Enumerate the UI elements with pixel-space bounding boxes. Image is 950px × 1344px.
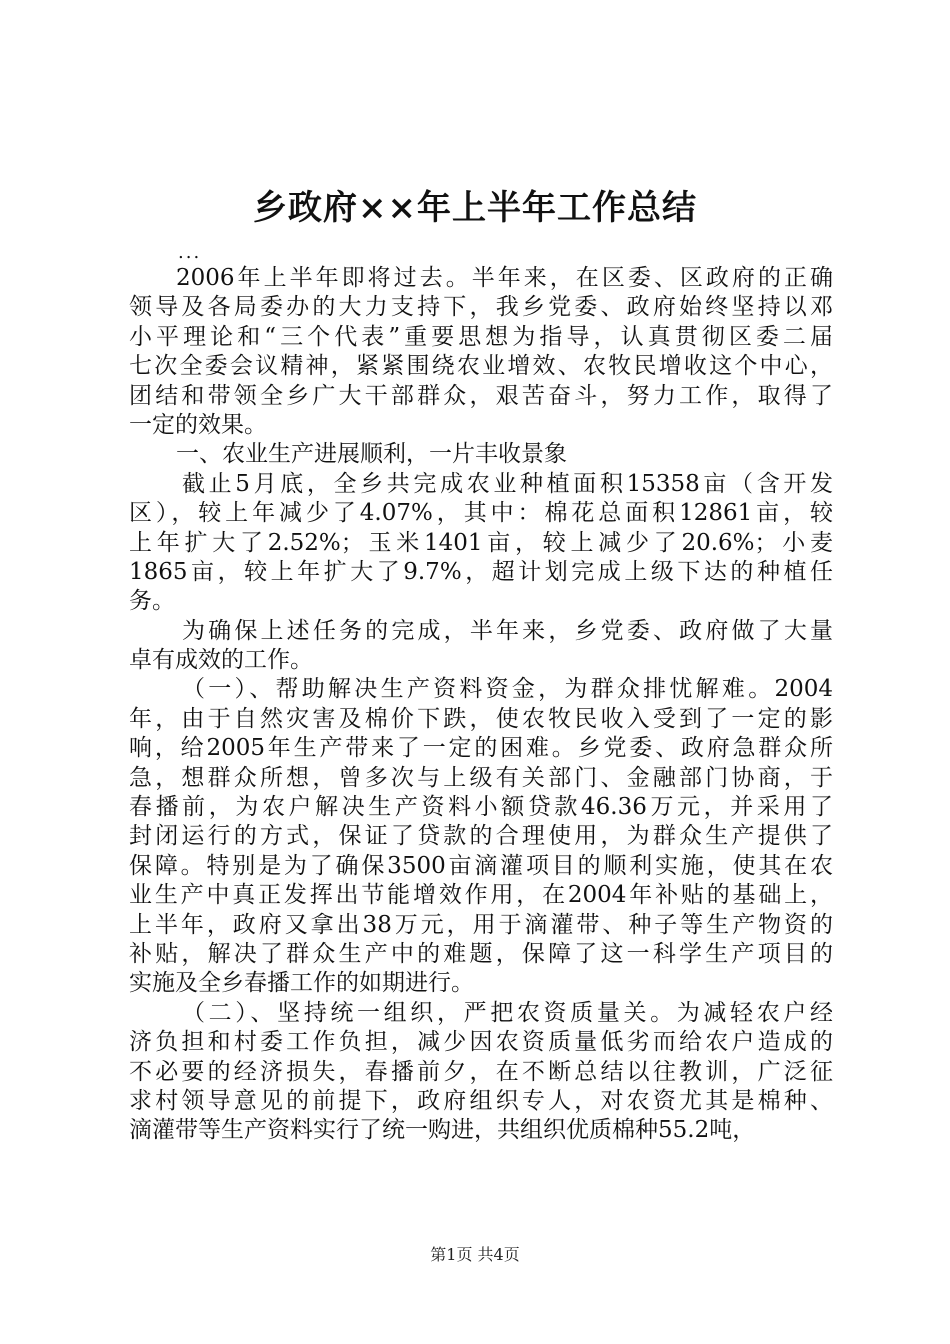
page-footer: 第1页 共4页 <box>430 1245 520 1264</box>
paragraph-line: 滴灌带等生产资料实行了统一购进，共组织优质棉种55.2吨， <box>129 1117 756 1144</box>
ellipsis-mark: ... <box>178 242 202 263</box>
paragraph-line: 响，给2005年生产带来了一定的困难。乡党委、政府急群众所 <box>129 735 833 762</box>
paragraph <box>129 470 833 617</box>
paragraph-line: 务。 <box>129 588 175 615</box>
paragraph-line: 不必要的经济损失，春播前夕，在不断总结以往教训，广泛征 <box>129 1058 833 1085</box>
paragraph-line: （一）、帮助解决生产资料资金，为群众排忧解难。2004 <box>182 676 833 703</box>
paragraph <box>129 617 833 676</box>
paragraph-line: 上半年，政府又拿出38万元，用于滴灌带、种子等生产物资的 <box>129 911 833 938</box>
paragraph-line: 实施及全乡春播工作的如期进行。 <box>129 970 474 997</box>
paragraph-line: 春播前，为农户解决生产资料小额贷款46.36万元，并采用了 <box>129 794 833 821</box>
paragraph-line: 一、农业生产进展顺利，一片丰收景象 <box>176 441 567 468</box>
paragraph-line: 上年扩大了2.52%；玉米1401亩，较上减少了20.6%；小麦 <box>129 529 833 556</box>
document-title: 乡政府××年上半年工作总结 <box>253 188 697 228</box>
paragraph <box>129 999 833 1146</box>
paragraph <box>129 264 833 440</box>
paragraph-line: 求村领导意见的前提下，政府组织专人，对农资尤其是棉种、 <box>129 1087 833 1114</box>
paragraph-line: 2006年上半年即将过去。半年来，在区委、区政府的正确 <box>176 265 833 291</box>
paragraph-line: 保障。特别是为了确保3500亩滴灌项目的顺利实施，使其在农 <box>129 852 833 879</box>
paragraph-line: 济负担和村委工作负担，减少因农资质量低劣而给农户造成的 <box>129 1029 833 1056</box>
paragraph-line: 领导及各局委办的大力支持下，我乡党委、政府始终坚持以邓 <box>129 294 833 321</box>
paragraph-line: 为确保上述任务的完成，半年来，乡党委、政府做了大量 <box>182 617 833 644</box>
paragraph-line: 截止5月底，全乡共完成农业种植面积15358亩（含开发 <box>182 470 833 497</box>
paragraph-line: 急，想群众所想，曾多次与上级有关部门、金融部门协商，于 <box>129 764 833 791</box>
paragraph-line: 区），较上年减少了4.07%，其中：棉花总面积12861亩，较 <box>129 500 833 527</box>
paragraph-line: 封闭运行的方式，保证了贷款的合理使用，为群众生产提供了 <box>129 823 833 850</box>
document-body <box>129 264 833 1146</box>
paragraph-line: 补贴，解决了群众生产中的难题，保障了这一科学生产项目的 <box>129 940 833 967</box>
paragraph-line: 一定的效果。 <box>129 411 267 438</box>
paragraph-line: 卓有成效的工作。 <box>129 647 313 674</box>
paragraph-line: （二）、坚持统一组织，严把农资质量关。为减轻农户经 <box>182 999 833 1026</box>
paragraph <box>129 440 833 469</box>
paragraph-line: 七次全委会议精神，紧紧围绕农业增效、农牧民增收这个中心， <box>129 353 833 380</box>
paragraph-line: 小平理论和“三个代表”重要思想为指导，认真贯彻区委二届 <box>129 323 833 350</box>
paragraph <box>129 675 833 998</box>
paragraph-line: 年，由于自然灾害及棉价下跌，使农牧民收入受到了一定的影 <box>129 705 833 732</box>
paragraph-line: 1865亩，较上年扩大了9.7%，超计划完成上级下达的种植任 <box>129 558 833 585</box>
paragraph-line: 业生产中真正发挥出节能增效作用，在2004年补贴的基础上， <box>129 882 833 909</box>
paragraph-line: 团结和带领全乡广大干部群众，艰苦奋斗，努力工作，取得了 <box>129 382 833 409</box>
